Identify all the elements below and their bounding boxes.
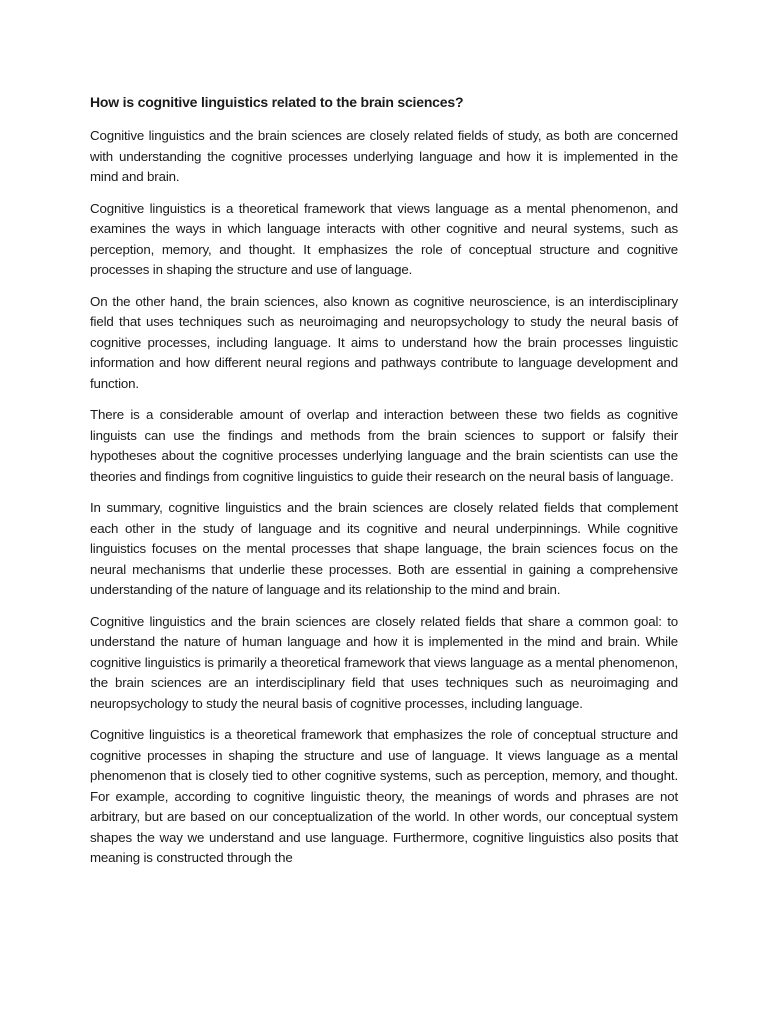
paragraph-3: On the other hand, the brain sciences, also known as cognitive neuroscience, is an interdisciplinary field that uses techniques such as neuroimaging and neuropsychology to study the neural basis of cognitive processes, including language. It aims to understand how the brain processes linguistic information and how different neural regions and pathways contribute to language development and function. (90, 293, 678, 391)
document-page (90, 92, 678, 880)
paragraph-5: In summary, cognitive linguistics and the brain sciences are closely related fields that complement each other in the study of language and its cognitive and neural underpinnings. While cognitive linguistics focuses on the mental processes that shape language, the brain sciences focus on the neural mechanisms that underlie these processes. Both are essential in gaining a comprehensive understanding of the nature of language and its relationship to the mind and brain. (90, 500, 678, 597)
paragraph-1: Cognitive linguistics and the brain sciences are closely related fields of study, as both are concerned with understanding the cognitive processes underlying language and how it is implemented in the mind and brain. (90, 128, 678, 184)
paragraph-6: Cognitive linguistics and the brain sciences are closely related fields that share a common goal: to understand the nature of human language and how it is implemented in the mind and brain. While cognitive linguistics is primarily a theoretical framework that views language as a mental phenomenon, the brain sciences are an interdisciplinary field that uses techniques such as neuroimaging and neuropsychology to study the neural basis of cognitive processes, including language. (90, 613, 678, 711)
document-title: How is cognitive linguistics related to the brain sciences? (90, 94, 464, 110)
paragraph-4: There is a considerable amount of overlap and interaction between these two fields as cognitive linguists can use the findings and methods from the brain sciences to support or falsify their hypotheses about the cognitive processes underlying language and the brain scientists can use the theories and findings from cognitive linguistics to guide their research on the neural basis of language. (90, 407, 678, 484)
paragraph-7: Cognitive linguistics is a theoretical framework that emphasizes the role of conceptual structure and cognitive processes in shaping the structure and use of language. It views language as a mental phenomenon that is closely tied to other cognitive systems, such as perception, memory, and thought. For example, according to cognitive linguistic theory, the meanings of words and phrases are not arbitrary, but are based on our conceptualization of the world. In other words, our conceptual system shapes the way we understand and use language. Furthermore, cognitive linguistics also posits that meaning is constructed through the (90, 727, 678, 865)
paragraph-2: Cognitive linguistics is a theoretical framework that views language as a mental phenomenon, and examines the ways in which language interacts with other cognitive and neural systems, such as perception, memory, and thought. It emphasizes the role of conceptual structure and cognitive processes in shaping the structure and use of language. (90, 200, 678, 277)
